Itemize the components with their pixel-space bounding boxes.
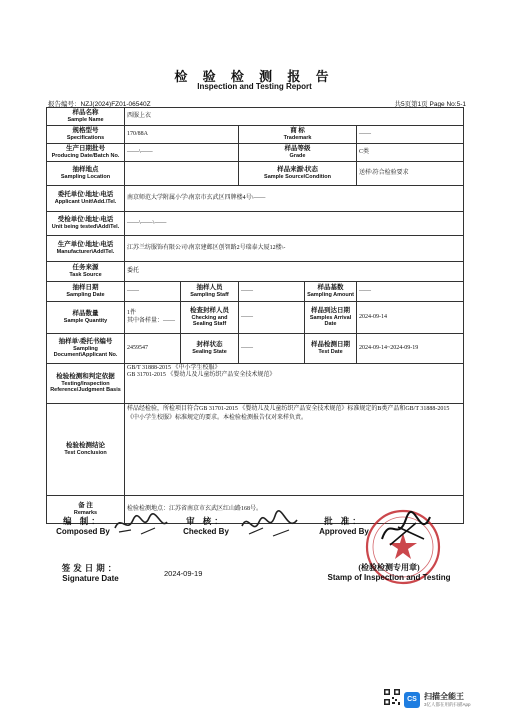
- value-sample-quantity: 1件 其中备样量：——: [125, 302, 181, 334]
- camscanner-brand: 扫描全能王: [424, 692, 464, 701]
- stamp-label: (检验检测专用章) Stamp of Inspection and Testing: [327, 563, 451, 582]
- value-trademark: ——: [357, 126, 464, 144]
- row-sample-name: [47, 108, 464, 126]
- value-production-date: ——\——: [125, 144, 239, 162]
- signature-date-value: 2024-09-19: [164, 569, 203, 578]
- signature-section: [46, 507, 463, 602]
- qr-code-icon: [383, 688, 401, 706]
- row-reference-basis: [47, 364, 464, 404]
- label-sampling-date: 抽样日期 Sampling Date: [47, 282, 125, 302]
- checked-by-label: 审 核： Checked By: [183, 516, 229, 536]
- row-sampling-date: [47, 282, 464, 302]
- value-checking-staff: ——: [239, 302, 305, 334]
- value-sample-source: 送样\符合检验要求: [357, 162, 464, 186]
- label-arrival-date: 样品到达日期 Samples Arrival Date: [305, 302, 357, 334]
- value-sampling-doc: 2459547: [125, 334, 181, 364]
- report-title-cn: 检 验 检 测 报 告: [174, 69, 335, 84]
- value-task-source: 委托: [125, 262, 464, 282]
- value-manufacturer: 江苏兰纺服饰有限公司\南京建邺区创智路2号瑞泰大厦12楼\-: [125, 236, 464, 262]
- label-sealing-state: 封样状态 Sealing State: [181, 334, 239, 364]
- label-grade: 样品等级 Grade: [239, 144, 357, 162]
- label-remarks: 备 注 Remarks: [47, 496, 125, 524]
- report-title-en: Inspection and Testing Report: [197, 82, 312, 91]
- label-conclusion: 检验检测结论 Test Conclusion: [47, 404, 125, 496]
- label-sample-source: 样品来源\状态 Sample Source\Condition: [239, 162, 357, 186]
- value-test-date: 2024-09-14~2024-09-19: [357, 334, 464, 364]
- value-sampling-staff: ——: [239, 282, 305, 302]
- value-sampling-amount: ——: [357, 282, 464, 302]
- camscanner-logo-icon: CS: [404, 692, 420, 708]
- row-sampling-location: [47, 162, 464, 186]
- label-checking-staff: 检查封样人员 Checking and Sealing Staff: [181, 302, 239, 334]
- camscanner-watermark: [404, 690, 504, 716]
- row-production-date: [47, 144, 464, 162]
- composed-by-label: 编 制： Composed By: [56, 516, 110, 536]
- camscanner-tagline: 3亿人都在用的扫描App: [424, 702, 471, 707]
- label-sample-quantity: 样品数量 Sample Quantity: [47, 302, 125, 334]
- composer-signature: [111, 510, 171, 538]
- label-test-date: 样品检测日期 Test Date: [305, 334, 357, 364]
- value-specifications: 170/88A: [125, 126, 239, 144]
- value-conclusion: 样品经检验，所检项目符合GB 31701-2015 《婴幼儿及儿童纺织产品安全技术规范》标准规定的B类产品和GB/T 31888-2015 《中小学生校服》标准规定的要求。本检验检测报告仅对来样负责。: [125, 404, 464, 496]
- label-sample-name: 样品名称 Sample Name: [47, 108, 125, 126]
- label-applicant: 委托单位\地址\电话 Applicant Unit\Add.\Tel.: [47, 186, 125, 212]
- report-table: [46, 107, 464, 524]
- row-applicant: [47, 186, 464, 212]
- value-grade: C类: [357, 144, 464, 162]
- label-trademark: 商 标 Trademark: [239, 126, 357, 144]
- label-sampling-amount: 样品基数 Sampling Amount: [305, 282, 357, 302]
- value-reference-basis: GB/T 31888-2015 《中小学生校服》 GB 31701-2015 《婴幼儿及儿童纺织产品安全技术规范》: [125, 364, 464, 404]
- value-sampling-location: [125, 162, 239, 186]
- page-number: 共5页第1页 Page No:5-1: [394, 101, 466, 108]
- row-sample-quantity: [47, 302, 464, 334]
- label-production-date: 生产日期批号 Producing Date/Batch No.: [47, 144, 125, 162]
- row-specifications: [47, 126, 464, 144]
- row-sampling-doc: [47, 334, 464, 364]
- report-number: 报告编号：NZJ(2024)FZ01-06540Z: [48, 101, 151, 108]
- label-specifications: 规格型号 Specifications: [47, 126, 125, 144]
- row-unit-tested: [47, 212, 464, 236]
- label-sampling-location: 抽样地点 Sampling Location: [47, 162, 125, 186]
- value-arrival-date: 2024-09-14: [357, 302, 464, 334]
- value-unit-tested: ——\——\——: [125, 212, 464, 236]
- row-conclusion: [47, 404, 464, 496]
- approver-signature: [376, 509, 436, 549]
- value-sampling-date: ——: [125, 282, 181, 302]
- label-reference-basis: 检验检测和判定依据 Testing/Inspection Reference/Judgment Basis: [47, 364, 125, 404]
- signature-date-label: 签发日期： Signature Date: [61, 563, 120, 583]
- label-sampling-staff: 抽样人员 Sampling Staff: [181, 282, 239, 302]
- row-manufacturer: [47, 236, 464, 262]
- checker-signature: [239, 510, 301, 540]
- value-sealing-state: ——: [239, 334, 305, 364]
- label-sampling-doc: 抽样单\委托书编号 Sampling Document\Applicant No.: [47, 334, 125, 364]
- label-task-source: 任务来源 Task Source: [47, 262, 125, 282]
- value-applicant: 南京师范大学附属小学\南京市玄武区四牌楼4号\——: [125, 186, 464, 212]
- label-unit-tested: 受检单位\地址\电话 Unit being tested\Add\Tel.: [47, 212, 125, 236]
- row-task-source: [47, 262, 464, 282]
- label-manufacturer: 生产单位\地址\电话 Manufacturer\Add\Tel.: [47, 236, 125, 262]
- value-remarks: 检验检测地点：江苏省南京市玄武区红山路168号。: [125, 496, 464, 524]
- approved-by-label: 批 准： Approved By: [319, 516, 369, 536]
- value-sample-name: 西服上衣: [125, 108, 464, 126]
